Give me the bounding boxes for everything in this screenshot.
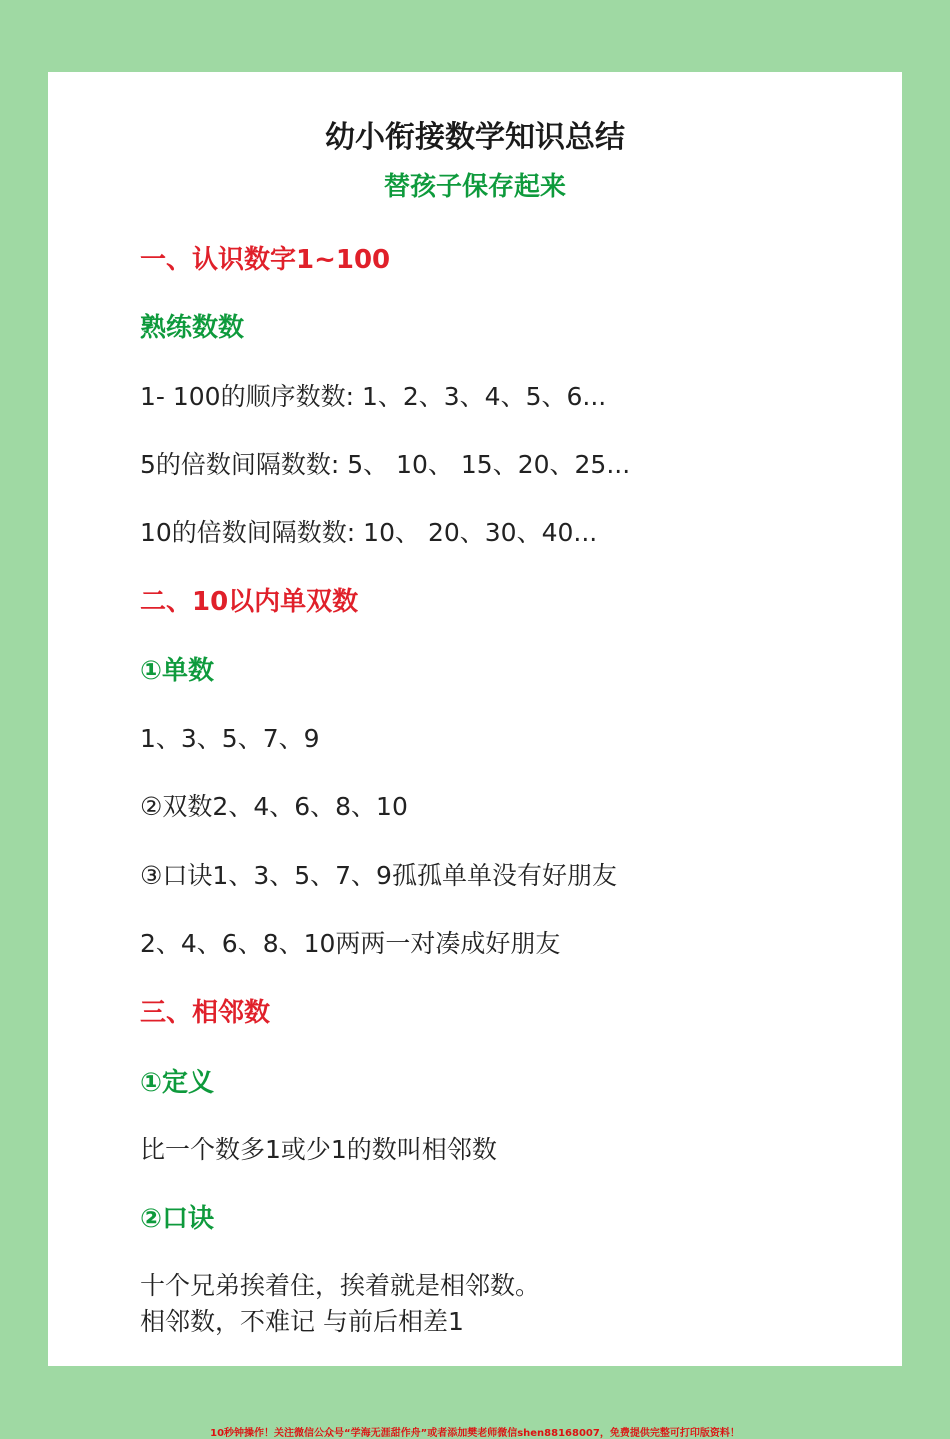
section-3-subheading-rhyme: ②口诀 bbox=[140, 1204, 215, 1234]
section-3-subheading-definition: ①定义 bbox=[140, 1068, 215, 1098]
document-page bbox=[48, 72, 902, 1366]
section-1-heading: 一、认识数字1~100 bbox=[140, 245, 391, 275]
footer-note: 10秒钟操作！关注微信公众号“学海无涯甜作舟”或者添加樊老师微信shen88168007，免费提供完整可打印版资料！ bbox=[210, 1428, 740, 1439]
section-1-subheading: 熟练数数 bbox=[140, 313, 245, 343]
section-2-line-2: ②双数2、4、6、8、10 bbox=[140, 792, 408, 821]
section-2-line-3: ③口诀1、3、5、7、9孤孤单单没有好朋友 bbox=[140, 861, 617, 890]
section-3-heading: 三、相邻数 bbox=[140, 998, 271, 1028]
section-3-rhyme-line-1: 十个兄弟挨着住，挨着就是相邻数。 bbox=[140, 1271, 541, 1300]
section-2-heading: 二、10以内单双数 bbox=[140, 587, 359, 617]
section-2-line-1: 1、3、5、7、9 bbox=[140, 724, 320, 753]
section-2-line-4: 2、4、6、8、10两两一对凑成好朋友 bbox=[140, 929, 561, 958]
section-3-rhyme-line-2: 相邻数，不难记 与前后相差1 bbox=[140, 1307, 464, 1336]
section-1-line-1: 1- 100的顺序数数: 1、2、3、4、5、6... bbox=[140, 382, 607, 411]
section-1-line-2: 5的倍数间隔数数: 5、 10、 15、20、25... bbox=[140, 450, 631, 479]
section-3-definition: 比一个数多1或少1的数叫相邻数 bbox=[140, 1135, 497, 1164]
page-title: 幼小衔接数学知识总结 bbox=[325, 120, 625, 155]
section-1-line-3: 10的倍数间隔数数: 10、 20、30、40... bbox=[140, 518, 598, 547]
page-subtitle: 替孩子保存起来 bbox=[383, 172, 566, 202]
section-2-subheading: ①单数 bbox=[140, 656, 215, 686]
